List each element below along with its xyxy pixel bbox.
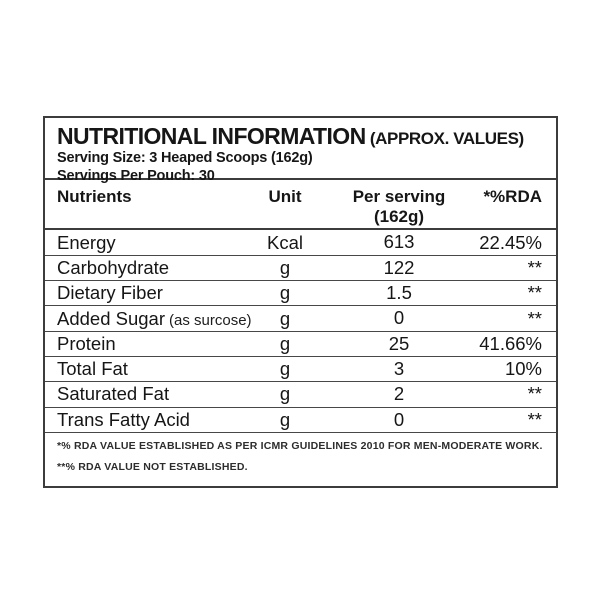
- nutrient-name-cell: [45, 282, 241, 304]
- unit-cell: g: [279, 383, 291, 405]
- unit-cell: g: [279, 307, 291, 329]
- per-serving-cell: 613: [383, 231, 415, 253]
- rda-cell: **: [527, 282, 542, 304]
- nutrient-name-cell: [45, 409, 241, 431]
- nutrient-name-cell: [45, 383, 241, 405]
- rda-cell: 10%: [504, 358, 542, 380]
- table-header-section: [45, 118, 556, 184]
- table-row-dietary-fiber: [45, 281, 556, 306]
- rda-cell: **: [527, 408, 542, 430]
- footnote-rda-established: *% RDA VALUE ESTABLISHED AS PER ICMR GUIDELINES 2010 FOR MEN-MODERATE WORK.: [57, 439, 543, 452]
- per-serving-cell: 1.5: [386, 282, 412, 304]
- unit-cell: g: [279, 282, 291, 304]
- rda-cell: 41.66%: [479, 332, 542, 354]
- table-title-suffix: (APPROX. VALUES): [365, 129, 524, 148]
- unit-cell: g: [279, 332, 291, 354]
- nutrition-facts-table: [43, 116, 558, 488]
- column-header-per-serving: [329, 187, 469, 228]
- per-serving-cell: 0: [393, 307, 405, 329]
- unit-cell: g: [279, 408, 291, 430]
- nutrient-name-cell: [45, 358, 241, 380]
- unit-cell: Kcal: [267, 231, 303, 253]
- nutrient-name: Protein: [57, 332, 116, 354]
- nutrient-name: Carbohydrate: [57, 256, 170, 278]
- nutrient-name: Saturated Fat: [57, 383, 170, 405]
- table-row-added-sugar: [45, 306, 556, 331]
- column-header-unit: Unit: [268, 187, 302, 206]
- table-row-carbohydrate: [45, 256, 556, 281]
- table-row-total-fat: [45, 357, 556, 382]
- footnotes-section: [45, 433, 556, 486]
- servings-per-pouch-text: Servings Per Pouch: 30: [57, 167, 215, 184]
- column-header-per-serving-line1: Per serving: [352, 187, 446, 206]
- column-header-rda: *%RDA: [483, 187, 542, 206]
- table-row-energy: [45, 230, 556, 255]
- footnote-rda-not-established: **% RDA VALUE NOT ESTABLISHED.: [57, 460, 248, 473]
- column-header-nutrients: Nutrients: [57, 187, 132, 206]
- table-row-protein: [45, 332, 556, 357]
- unit-cell: g: [279, 358, 291, 380]
- table-title: NUTRITIONAL INFORMATION: [57, 123, 366, 149]
- rda-cell: 22.45%: [479, 231, 542, 253]
- rda-cell: **: [527, 383, 542, 405]
- rda-cell: **: [527, 256, 542, 278]
- nutrient-name: Total Fat: [57, 358, 128, 380]
- column-header-row: [45, 180, 556, 230]
- nutrient-name: Added Sugar: [57, 307, 166, 329]
- nutrient-name-cell: [45, 257, 241, 279]
- nutrient-name-cell: [45, 232, 241, 254]
- table-title-line: [57, 124, 544, 149]
- rda-cell: **: [527, 307, 542, 329]
- per-serving-cell: 0: [393, 408, 405, 430]
- nutrient-name-cell: [45, 307, 252, 330]
- nutrient-name: Energy: [57, 231, 116, 253]
- per-serving-cell: 3: [393, 358, 405, 380]
- serving-size-text: Serving Size: 3 Heaped Scoops (162g): [57, 149, 313, 166]
- table-row-saturated-fat: [45, 382, 556, 407]
- nutrient-note: (as surcose): [169, 311, 252, 329]
- unit-cell: g: [279, 256, 291, 278]
- nutrient-name: Trans Fatty Acid: [57, 408, 190, 430]
- nutrient-name: Dietary Fiber: [57, 282, 163, 304]
- per-serving-cell: 25: [388, 332, 410, 354]
- per-serving-cell: 122: [383, 256, 415, 278]
- table-row-trans-fatty-acid: [45, 408, 556, 433]
- column-header-per-serving-line2: (162g): [373, 207, 425, 227]
- per-serving-cell: 2: [393, 383, 405, 405]
- nutrient-name-cell: [45, 333, 241, 355]
